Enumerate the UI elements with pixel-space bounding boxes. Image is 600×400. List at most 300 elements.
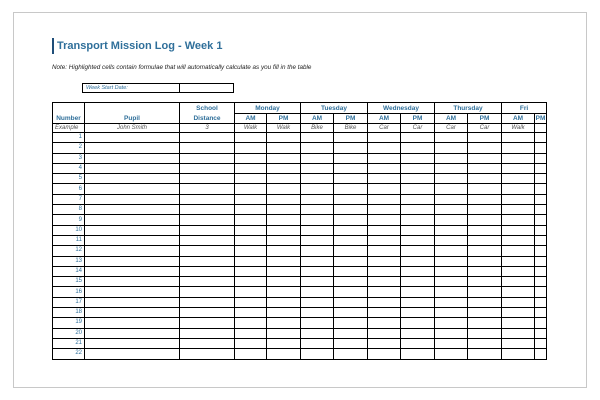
- distance-cell[interactable]: [180, 266, 235, 276]
- trip-cell[interactable]: [334, 225, 368, 235]
- pupil-cell[interactable]: [85, 205, 180, 215]
- trip-cell[interactable]: [267, 163, 301, 173]
- trip-cell[interactable]: [468, 287, 502, 297]
- trip-cell[interactable]: [368, 184, 401, 194]
- log-row: [53, 153, 547, 163]
- trip-cell[interactable]: [267, 205, 301, 215]
- trip-cell[interactable]: [468, 133, 502, 143]
- trip-cell[interactable]: [235, 308, 267, 318]
- trip-cell[interactable]: [368, 318, 401, 328]
- trip-cell[interactable]: [502, 153, 535, 163]
- trip-cell[interactable]: [301, 133, 334, 143]
- trip-cell[interactable]: [368, 174, 401, 184]
- distance-cell[interactable]: [180, 143, 235, 153]
- distance-cell[interactable]: [180, 225, 235, 235]
- trip-cell[interactable]: [368, 225, 401, 235]
- pupil-cell[interactable]: [85, 266, 180, 276]
- pupil-cell[interactable]: [85, 235, 180, 245]
- trip-cell[interactable]: [235, 174, 267, 184]
- trip-cell[interactable]: [267, 297, 301, 307]
- trip-cell[interactable]: [435, 287, 468, 297]
- trip-cell[interactable]: [235, 256, 267, 266]
- trip-cell[interactable]: [334, 277, 368, 287]
- trip-cell[interactable]: [368, 328, 401, 338]
- distance-cell[interactable]: [180, 318, 235, 328]
- pupil-cell[interactable]: [85, 215, 180, 225]
- trip-cell[interactable]: [468, 143, 502, 153]
- row-number: 18: [53, 308, 85, 318]
- pupil-cell[interactable]: [85, 328, 180, 338]
- trip-cell[interactable]: [368, 297, 401, 307]
- trip-cell[interactable]: [401, 308, 435, 318]
- trip-cell[interactable]: [368, 349, 401, 359]
- trip-cell[interactable]: [401, 153, 435, 163]
- trip-cell[interactable]: [301, 143, 334, 153]
- trip-cell[interactable]: [334, 174, 368, 184]
- trip-cell[interactable]: [334, 133, 368, 143]
- row-number: 15: [53, 277, 85, 287]
- trip-cell[interactable]: [502, 256, 535, 266]
- row-number: 10: [53, 225, 85, 235]
- trip-cell[interactable]: [334, 308, 368, 318]
- trip-cell[interactable]: [301, 184, 334, 194]
- trip-cell[interactable]: [334, 349, 368, 359]
- trip-cell[interactable]: [535, 338, 547, 348]
- trip-cell[interactable]: [435, 297, 468, 307]
- trip-cell[interactable]: [301, 338, 334, 348]
- trip-cell[interactable]: [334, 235, 368, 245]
- distance-cell[interactable]: [180, 277, 235, 287]
- trip-cell[interactable]: [301, 225, 334, 235]
- trip-cell[interactable]: [401, 133, 435, 143]
- trip-cell[interactable]: [334, 143, 368, 153]
- trip-cell[interactable]: [535, 205, 547, 215]
- trip-cell[interactable]: [334, 297, 368, 307]
- trip-cell[interactable]: [368, 266, 401, 276]
- header-school: School: [180, 103, 235, 114]
- trip-cell[interactable]: [502, 349, 535, 359]
- pupil-cell[interactable]: [85, 297, 180, 307]
- trip-cell[interactable]: [502, 163, 535, 173]
- trip-cell[interactable]: [435, 215, 468, 225]
- pupil-cell[interactable]: [85, 194, 180, 204]
- trip-cell[interactable]: [502, 194, 535, 204]
- trip-cell[interactable]: [502, 174, 535, 184]
- header-pm: PM: [401, 114, 435, 124]
- trip-cell[interactable]: [535, 256, 547, 266]
- trip-cell[interactable]: [435, 256, 468, 266]
- trip-cell[interactable]: [535, 194, 547, 204]
- trip-cell[interactable]: [468, 205, 502, 215]
- trip-cell[interactable]: [235, 184, 267, 194]
- trip-cell[interactable]: [468, 246, 502, 256]
- trip-cell[interactable]: [435, 143, 468, 153]
- trip-cell[interactable]: [502, 277, 535, 287]
- trip-cell[interactable]: [502, 205, 535, 215]
- trip-cell[interactable]: [535, 143, 547, 153]
- trip-cell[interactable]: [435, 235, 468, 245]
- trip-cell[interactable]: [502, 235, 535, 245]
- trip-cell[interactable]: [435, 266, 468, 276]
- trip-cell[interactable]: [468, 256, 502, 266]
- trip-cell[interactable]: [502, 308, 535, 318]
- header-pupil-top: [85, 103, 180, 114]
- trip-cell[interactable]: [435, 246, 468, 256]
- trip-cell[interactable]: [502, 133, 535, 143]
- trip-cell[interactable]: [468, 328, 502, 338]
- trip-cell[interactable]: [435, 308, 468, 318]
- trip-cell[interactable]: [468, 308, 502, 318]
- row-number: 7: [53, 194, 85, 204]
- trip-cell[interactable]: [368, 215, 401, 225]
- trip-cell[interactable]: [368, 338, 401, 348]
- trip-cell[interactable]: [401, 297, 435, 307]
- trip-cell[interactable]: [435, 349, 468, 359]
- trip-cell[interactable]: [235, 225, 267, 235]
- trip-cell[interactable]: [235, 297, 267, 307]
- distance-cell[interactable]: [180, 287, 235, 297]
- trip-cell[interactable]: [267, 277, 301, 287]
- trip-cell[interactable]: [468, 235, 502, 245]
- trip-cell[interactable]: [435, 318, 468, 328]
- trip-cell[interactable]: [401, 246, 435, 256]
- distance-cell[interactable]: [180, 153, 235, 163]
- trip-cell[interactable]: [468, 215, 502, 225]
- trip-cell[interactable]: [301, 308, 334, 318]
- trip-cell[interactable]: [502, 225, 535, 235]
- trip-cell[interactable]: [401, 266, 435, 276]
- trip-cell[interactable]: [301, 266, 334, 276]
- trip-cell[interactable]: [368, 153, 401, 163]
- log-row: [53, 163, 547, 173]
- trip-cell[interactable]: [267, 349, 301, 359]
- trip-cell[interactable]: [301, 328, 334, 338]
- trip-cell[interactable]: [235, 235, 267, 245]
- distance-cell[interactable]: [180, 349, 235, 359]
- header-pm: PM: [267, 114, 301, 124]
- trip-cell[interactable]: [267, 153, 301, 163]
- trip-cell[interactable]: [267, 235, 301, 245]
- trip-cell[interactable]: [401, 328, 435, 338]
- distance-cell[interactable]: [180, 246, 235, 256]
- trip-cell[interactable]: [401, 349, 435, 359]
- trip-cell[interactable]: [468, 184, 502, 194]
- trip-cell[interactable]: [468, 318, 502, 328]
- trip-cell[interactable]: [334, 194, 368, 204]
- trip-cell[interactable]: [535, 174, 547, 184]
- trip-cell[interactable]: [301, 235, 334, 245]
- distance-cell[interactable]: [180, 194, 235, 204]
- log-row: [53, 349, 547, 359]
- trip-cell[interactable]: [535, 246, 547, 256]
- trip-cell[interactable]: [368, 133, 401, 143]
- pupil-cell[interactable]: [85, 256, 180, 266]
- header-am: AM: [235, 114, 267, 124]
- trip-cell[interactable]: [401, 184, 435, 194]
- trip-cell[interactable]: [435, 225, 468, 235]
- log-row: [53, 328, 547, 338]
- trip-cell[interactable]: [301, 163, 334, 173]
- distance-cell[interactable]: [180, 205, 235, 215]
- trip-cell[interactable]: [301, 153, 334, 163]
- trip-cell[interactable]: [401, 163, 435, 173]
- trip-cell[interactable]: [334, 163, 368, 173]
- trip-cell[interactable]: [535, 287, 547, 297]
- pupil-cell[interactable]: [85, 318, 180, 328]
- trip-cell[interactable]: [235, 246, 267, 256]
- pupil-cell[interactable]: [85, 143, 180, 153]
- pupil-cell[interactable]: [85, 338, 180, 348]
- trip-cell[interactable]: [535, 297, 547, 307]
- trip-cell[interactable]: [235, 287, 267, 297]
- trip-cell[interactable]: [535, 235, 547, 245]
- row-number: 5: [53, 174, 85, 184]
- trip-cell[interactable]: [235, 266, 267, 276]
- trip-cell[interactable]: [334, 184, 368, 194]
- week-start-date-input[interactable]: [180, 84, 233, 92]
- trip-cell[interactable]: [401, 225, 435, 235]
- example-row: [53, 124, 547, 133]
- trip-cell[interactable]: [267, 215, 301, 225]
- trip-cell[interactable]: [502, 328, 535, 338]
- distance-cell[interactable]: [180, 184, 235, 194]
- pupil-cell[interactable]: [85, 246, 180, 256]
- trip-cell[interactable]: [368, 205, 401, 215]
- trip-cell[interactable]: [401, 205, 435, 215]
- trip-cell[interactable]: [235, 163, 267, 173]
- example-trip: Car: [401, 124, 435, 133]
- row-number: 8: [53, 205, 85, 215]
- pupil-cell[interactable]: [85, 184, 180, 194]
- trip-cell[interactable]: [301, 349, 334, 359]
- trip-cell[interactable]: [502, 246, 535, 256]
- pupil-cell[interactable]: [85, 153, 180, 163]
- pupil-cell[interactable]: [85, 277, 180, 287]
- transport-log-table: [52, 102, 547, 360]
- trip-cell[interactable]: [401, 338, 435, 348]
- trip-cell[interactable]: [468, 174, 502, 184]
- trip-cell[interactable]: [368, 287, 401, 297]
- header-am: AM: [368, 114, 401, 124]
- trip-cell[interactable]: [468, 297, 502, 307]
- trip-cell[interactable]: [435, 205, 468, 215]
- trip-cell[interactable]: [468, 153, 502, 163]
- trip-cell[interactable]: [301, 297, 334, 307]
- trip-cell[interactable]: [401, 287, 435, 297]
- trip-cell[interactable]: [502, 318, 535, 328]
- trip-cell[interactable]: [368, 194, 401, 204]
- trip-cell[interactable]: [267, 338, 301, 348]
- trip-cell[interactable]: [401, 194, 435, 204]
- trip-cell[interactable]: [401, 235, 435, 245]
- pupil-cell[interactable]: [85, 163, 180, 173]
- trip-cell[interactable]: [502, 338, 535, 348]
- row-number: 6: [53, 184, 85, 194]
- trip-cell[interactable]: [435, 184, 468, 194]
- header-pupil: Pupil: [85, 114, 180, 124]
- trip-cell[interactable]: [368, 143, 401, 153]
- trip-cell[interactable]: [435, 194, 468, 204]
- trip-cell[interactable]: [502, 143, 535, 153]
- row-number: 13: [53, 256, 85, 266]
- trip-cell[interactable]: [535, 328, 547, 338]
- trip-cell[interactable]: [435, 338, 468, 348]
- trip-cell[interactable]: [468, 349, 502, 359]
- trip-cell[interactable]: [334, 246, 368, 256]
- trip-cell[interactable]: [267, 256, 301, 266]
- trip-cell[interactable]: [267, 174, 301, 184]
- trip-cell[interactable]: [502, 297, 535, 307]
- distance-cell[interactable]: [180, 215, 235, 225]
- trip-cell[interactable]: [502, 266, 535, 276]
- trip-cell[interactable]: [267, 194, 301, 204]
- trip-cell[interactable]: [535, 133, 547, 143]
- trip-cell[interactable]: [535, 153, 547, 163]
- distance-cell[interactable]: [180, 235, 235, 245]
- trip-cell[interactable]: [401, 277, 435, 287]
- trip-cell[interactable]: [235, 143, 267, 153]
- trip-cell[interactable]: [535, 277, 547, 287]
- trip-cell[interactable]: [267, 184, 301, 194]
- row-number: 3: [53, 153, 85, 163]
- pupil-cell[interactable]: [85, 308, 180, 318]
- trip-cell[interactable]: [301, 205, 334, 215]
- trip-cell[interactable]: [267, 287, 301, 297]
- row-number: 11: [53, 235, 85, 245]
- trip-cell[interactable]: [301, 215, 334, 225]
- trip-cell[interactable]: [368, 308, 401, 318]
- distance-cell[interactable]: [180, 133, 235, 143]
- trip-cell[interactable]: [267, 246, 301, 256]
- distance-cell[interactable]: [180, 297, 235, 307]
- trip-cell[interactable]: [401, 143, 435, 153]
- trip-cell[interactable]: [235, 153, 267, 163]
- trip-cell[interactable]: [235, 194, 267, 204]
- trip-cell[interactable]: [334, 205, 368, 215]
- trip-cell[interactable]: [235, 328, 267, 338]
- trip-cell[interactable]: [435, 133, 468, 143]
- trip-cell[interactable]: [267, 318, 301, 328]
- distance-cell[interactable]: [180, 174, 235, 184]
- trip-cell[interactable]: [468, 225, 502, 235]
- trip-cell[interactable]: [334, 153, 368, 163]
- trip-cell[interactable]: [468, 194, 502, 204]
- trip-cell[interactable]: [301, 287, 334, 297]
- trip-cell[interactable]: [301, 246, 334, 256]
- trip-cell[interactable]: [334, 318, 368, 328]
- trip-cell[interactable]: [334, 287, 368, 297]
- trip-cell[interactable]: [502, 215, 535, 225]
- trip-cell[interactable]: [468, 277, 502, 287]
- pupil-cell[interactable]: [85, 174, 180, 184]
- trip-cell[interactable]: [267, 308, 301, 318]
- trip-cell[interactable]: [435, 163, 468, 173]
- trip-cell[interactable]: [468, 163, 502, 173]
- trip-cell[interactable]: [535, 266, 547, 276]
- trip-cell[interactable]: [235, 338, 267, 348]
- week-start-date-box: [82, 83, 234, 93]
- trip-cell[interactable]: [301, 174, 334, 184]
- header-pm: PM: [535, 115, 546, 122]
- trip-cell[interactable]: [334, 338, 368, 348]
- trip-cell[interactable]: [235, 133, 267, 143]
- trip-cell[interactable]: [435, 174, 468, 184]
- trip-cell[interactable]: [267, 133, 301, 143]
- log-row: [53, 308, 547, 318]
- trip-cell[interactable]: [435, 153, 468, 163]
- pupil-cell[interactable]: [85, 349, 180, 359]
- trip-cell[interactable]: [535, 184, 547, 194]
- distance-cell[interactable]: [180, 163, 235, 173]
- trip-cell[interactable]: [301, 277, 334, 287]
- trip-cell[interactable]: [267, 328, 301, 338]
- trip-cell[interactable]: [535, 215, 547, 225]
- trip-cell[interactable]: [235, 215, 267, 225]
- trip-cell[interactable]: [368, 277, 401, 287]
- trip-cell[interactable]: [535, 308, 547, 318]
- distance-cell[interactable]: [180, 308, 235, 318]
- pupil-cell[interactable]: [85, 133, 180, 143]
- trip-cell[interactable]: [334, 328, 368, 338]
- header-day-thursday: Thursday: [435, 103, 502, 114]
- example-label: Example: [53, 124, 85, 133]
- trip-cell[interactable]: [468, 338, 502, 348]
- pupil-cell[interactable]: [85, 225, 180, 235]
- trip-cell[interactable]: [267, 225, 301, 235]
- header-distance: Distance: [180, 114, 235, 124]
- distance-cell[interactable]: [180, 338, 235, 348]
- log-row: [53, 143, 547, 153]
- row-number: 21: [53, 338, 85, 348]
- distance-cell[interactable]: [180, 256, 235, 266]
- trip-cell[interactable]: [368, 235, 401, 245]
- trip-cell[interactable]: [334, 266, 368, 276]
- pupil-cell[interactable]: [85, 287, 180, 297]
- trip-cell[interactable]: [267, 266, 301, 276]
- trip-cell[interactable]: [301, 318, 334, 328]
- trip-cell[interactable]: [235, 205, 267, 215]
- trip-cell[interactable]: [235, 349, 267, 359]
- trip-cell[interactable]: [401, 215, 435, 225]
- trip-cell[interactable]: [368, 246, 401, 256]
- trip-cell[interactable]: [267, 143, 301, 153]
- trip-cell[interactable]: [401, 256, 435, 266]
- trip-cell[interactable]: [401, 318, 435, 328]
- trip-cell[interactable]: [468, 266, 502, 276]
- trip-cell[interactable]: [334, 215, 368, 225]
- trip-cell[interactable]: [535, 318, 547, 328]
- trip-cell[interactable]: [435, 328, 468, 338]
- trip-cell[interactable]: [502, 287, 535, 297]
- trip-cell[interactable]: [368, 163, 401, 173]
- trip-cell[interactable]: [401, 174, 435, 184]
- trip-cell[interactable]: [502, 184, 535, 194]
- trip-cell[interactable]: [301, 256, 334, 266]
- trip-cell[interactable]: [235, 318, 267, 328]
- trip-cell[interactable]: [435, 277, 468, 287]
- distance-cell[interactable]: [180, 328, 235, 338]
- log-row: [53, 194, 547, 204]
- row-number: 14: [53, 266, 85, 276]
- trip-cell[interactable]: [301, 194, 334, 204]
- formula-note: Note: Highlighted cells contain formulae that will automatically calculate as you fill in the table: [52, 64, 312, 71]
- trip-cell[interactable]: [535, 349, 547, 359]
- trip-cell[interactable]: [535, 163, 547, 173]
- trip-cell[interactable]: [334, 256, 368, 266]
- trip-cell[interactable]: [535, 225, 547, 235]
- trip-cell[interactable]: [368, 256, 401, 266]
- trip-cell[interactable]: [235, 277, 267, 287]
